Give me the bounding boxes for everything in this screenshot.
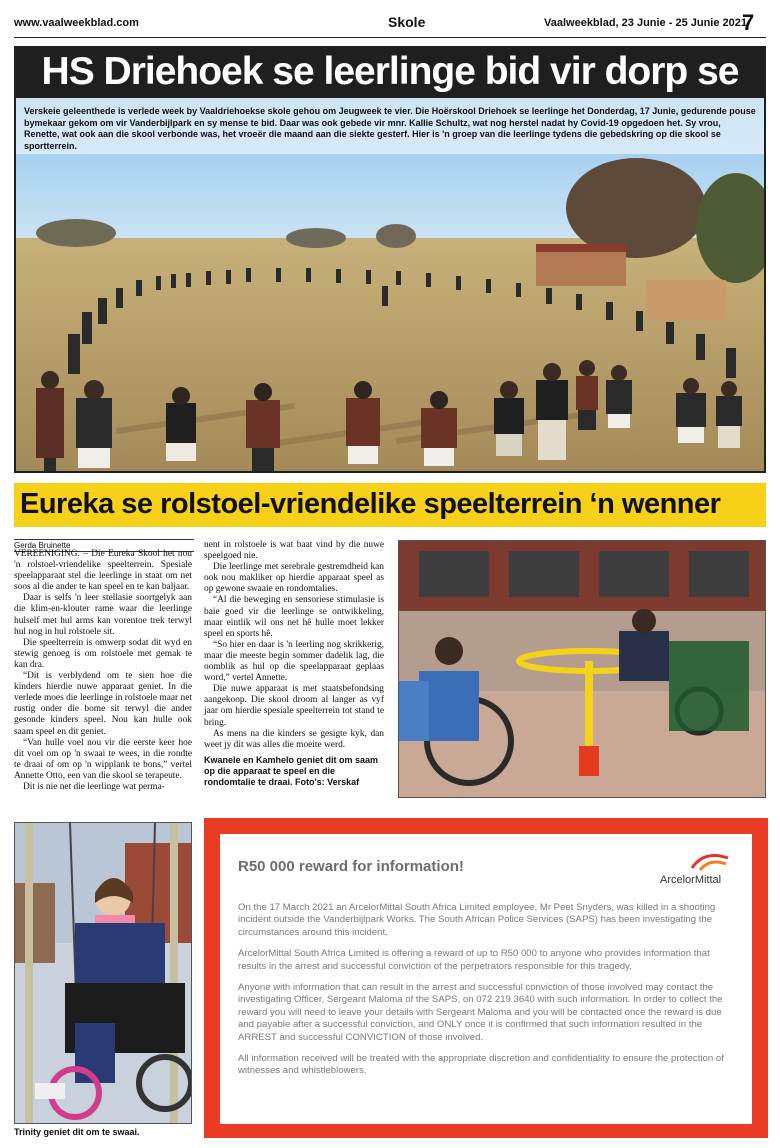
- col2-paragraph: As mens na die kinders se gesigte kyk, dan weet jy dit was alles die moeite werd.: [204, 728, 384, 750]
- col2-paragraph: Die leerlinge met serebrale gestremdheid kan ook nou makliker op hierdie apparaat speel as op gewone swaaie en rondomtalies.: [204, 562, 384, 595]
- reward-advertisement: [204, 818, 768, 1138]
- col1-paragraph: Dit is nie net die leerlinge wat perma-: [23, 781, 165, 792]
- page-header: [14, 8, 766, 38]
- arcelormittal-logo-icon: [690, 848, 730, 872]
- col2-paragraph: nent in rolstoele is wat baat vind by die nuwe speelgoed nie.: [204, 540, 384, 562]
- article-column-1: [14, 549, 192, 793]
- ad-title: R50 000 reward for information!: [238, 858, 464, 875]
- story1-headline: HS Driehoek se leerlinge bid vir dorp se: [41, 50, 739, 93]
- col1-paragraph: Die speelterrein is omwerp sodat dit wyd en stewig genoeg is om rolstoele met gemak te kan dra.: [14, 637, 192, 670]
- col2-paragraph: Die nuwe apparaat is met staatsbefondsing aangekoop. Die skool droom al langer as vyf jaar om hierdie spesiale speelterrein tot stand te bring.: [204, 684, 384, 728]
- ad-paragraph: On the 17 March 2021 an ArcelorMittal South Africa Limited employee, Mr Peet Snyders, was killed in a shooting incident outside the Vanderbijlpark Works. The South African Police Services (SAPS) has been investigating the circumstances around this incident.: [238, 902, 716, 938]
- col2-paragraph: “So hier en daar is 'n leerling nog skrikkerig, maar die meeste begin sommer dadelik lag, die oomblik as hul op die speelapparaat geplaas word,” vertel Annette.: [204, 639, 384, 684]
- story1-caption: Verskeie geleenthede is verlede week by Vaaldriehoekse skole gehou om Jeugweek te vier. Die Hoërskool Driehoek se leerlinge het Donderdag, 17 Junie, gedurende pouse bymekaar gekom om vir Vanderbijlpark en sy mense te bid. Daar was ook gebede vir mnr. Kallie Schultz, wat nog herstel nadat hy Covid-19 opgedoen het. Sy vrou, Renette, wat ook aan die skool verbonde was, het vroeër die maand aan die siekte gesterf. Hier is 'n groep van die leerlinge tydens die gebedskring op die skool se sportterrein.: [24, 106, 756, 151]
- ad-paragraph: ArcelorMittal South Africa Limited is offering a reward of up to R50 000 to anyone who provides information that results in the arrest and successful conviction of the perpetrators responsible for this tragedy.: [238, 948, 710, 972]
- story2-headline: Eureka se rolstoel-vriendelike speelterrein ‘n wenner: [20, 488, 721, 520]
- section-title: Skole: [388, 14, 426, 30]
- arcelormittal-logo: [660, 848, 744, 898]
- swing-photo-caption: Trinity geniet dit om te swaai.: [14, 1127, 140, 1137]
- col2-paragraph: “Al die beweging en sensoriese stimulasie is baie goed vir die leerlinge se ontwikkeling, maar eintlik wil ons net hê hulle moet lekker speel en sports hê.: [204, 595, 384, 639]
- col1-paragraph: VEREENIGING. – Die Eureka Skool het nou 'n rolstoel-vriendelike speelterrein. Spesiale speelapparaat stel die leerlinge in staat om net soos al die ander te kan speel en te kan baljaar.: [14, 549, 192, 593]
- article-column-2: [204, 540, 384, 788]
- col1-paragraph: “Dit is verblydend om te sien hoe die kinders hierdie nuwe apparaat geniet. In die verlede moes die leerlinge in rolstoele maar net rustig onder die bome sit terwyl die ander gesonde kinders speel. Nou kan hulle ook saam speel en dit geniet.: [14, 671, 192, 737]
- ad-paragraph: Anyone with information that can result in the arrest and successful conviction of those involved may contact the investigating Officer, Sergeant Maloma of the SAPS, on 072 219 3640 with such information. In order to collect the reward you will need to leave your details with Sergeant Maloma and you will be contacted once the reward is due and payable after a successful conviction, and ONLY once it is confirmed that such information resulted in the ARREST and successful CONVICTION of those involved.: [238, 982, 723, 1043]
- ad-body: [238, 902, 734, 1087]
- swing-photo: [14, 822, 192, 1124]
- photo-caption: Kwanele en Kamhelo geniet dit om saam op die apparaat te speel en die rondomtalie te draai. Foto's: Verskaf: [204, 754, 379, 787]
- issue-date: Vaalweekblad, 23 Junie - 25 Junie 2021: [544, 17, 748, 29]
- wheelchair-roundabout-photo: [398, 540, 766, 798]
- story1-block: [14, 46, 766, 473]
- advertisement-panel: [220, 834, 752, 1124]
- page-number: 7: [742, 10, 755, 35]
- col1-paragraph: Daar is selfs 'n leer stellasie soortgelyk aan die klim-en-klouter rame waar die leerlinge hulself met hul arms kan vorentoe trek terwyl hul nog in hul rolstoele sit.: [14, 593, 192, 637]
- ad-paragraph: All information received will be treated with the appropriate discretion and confidentiality to ensure the protection of witnesses and whistleblowers.: [238, 1053, 724, 1077]
- byline: Gerda Bruinette: [14, 539, 194, 552]
- prayer-circle-photo: [16, 98, 764, 471]
- story2-headline-band: [14, 483, 766, 527]
- col1-paragraph: “Van hulle voel nou vir die eerste keer hoe dit voel om op 'n swaai te wees, in die rondte te draai of om op 'n wipplank te bons,” vertel Annette Otto, een van die skool se terapeute.: [14, 737, 192, 781]
- site-url[interactable]: www.vaalweekblad.com: [14, 17, 139, 29]
- logo-text: ArcelorMittal: [660, 874, 722, 886]
